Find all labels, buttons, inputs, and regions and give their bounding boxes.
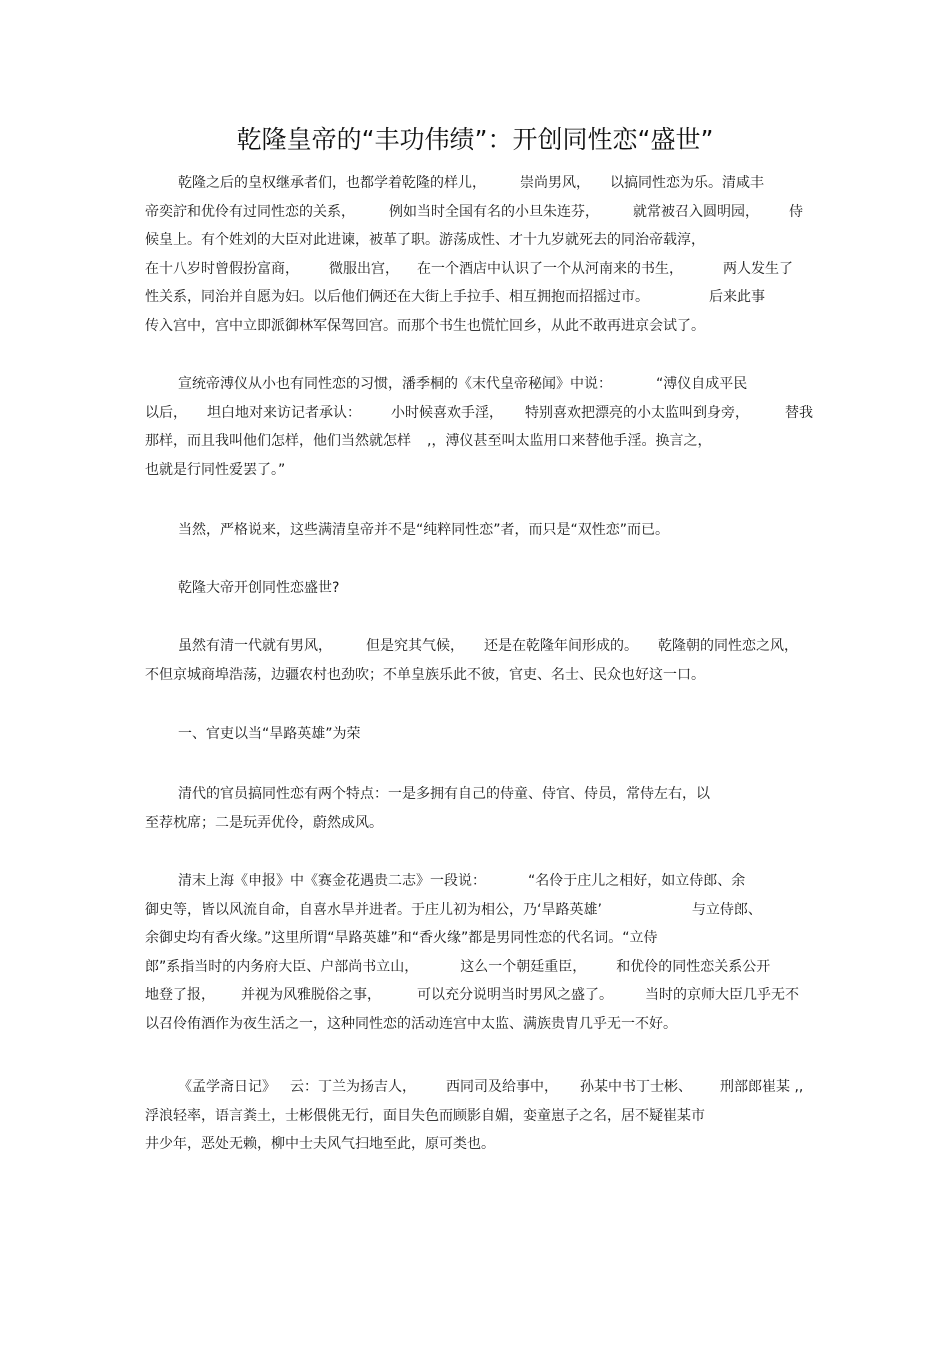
text-segment: 清末上海《申报》中《赛金花遇贵二志》一段说： [178, 873, 486, 889]
paragraph [145, 169, 810, 341]
text-line [145, 632, 810, 661]
text-segment: 一、官吏以当“旱路英雄”为荣 [178, 726, 361, 742]
text-segment: 后来此事 [709, 289, 765, 306]
text-segment: 但是究其气候， [366, 638, 464, 654]
text-segment: 两人发生了 [723, 260, 793, 277]
text-segment: 乾隆之后的皇权继承者们，也都学着乾隆的样儿， [178, 175, 486, 191]
text-segment: 替我 [785, 404, 813, 421]
text-segment: 郎”系指当时的内务府大臣、户部尚书立山， [145, 958, 419, 975]
paragraph [145, 516, 810, 545]
text-segment: 例如当时全国有名的小旦朱连芬， [389, 203, 599, 220]
text-segment: 御史等，皆以风流自命，自喜水旱并进者。于庄儿初为相公，乃‘旱路英雄’ [145, 901, 602, 918]
text-segment: 孙某中书丁士彬、 [580, 1079, 692, 1095]
text-segment: 特别喜欢把漂亮的小太监叫到身旁， [525, 404, 749, 421]
text-segment: 在十八岁时曾假扮富商， [145, 260, 299, 277]
text-line [145, 370, 810, 399]
text-segment: 虽然有清一代就有男风， [178, 638, 332, 654]
page-title: 乾隆皇帝的“丰功伟绩”：开创同性恋“盛世” [236, 125, 714, 154]
text-segment: 帝奕詝和优伶有过同性恋的关系， [145, 203, 355, 220]
text-line [145, 924, 810, 953]
text-line [145, 809, 810, 838]
text-segment: 地登了报， [145, 987, 215, 1004]
text-segment: 在一个酒店中认识了一个从河南来的书生， [417, 260, 683, 277]
paragraph [145, 370, 813, 484]
paragraph [145, 780, 810, 837]
text-line [145, 981, 810, 1010]
text-line [145, 283, 810, 312]
paragraph [145, 1073, 810, 1159]
text-line [145, 456, 810, 485]
text-segment: 井少年，恶处无赖，柳中士夫风气扫地至此，原可类也。 [145, 1136, 495, 1153]
text-segment: 刑部郎崔某 ,, [720, 1079, 804, 1095]
text-segment: 至荐枕席；二是玩弄优伶，蔚然成风。 [145, 814, 383, 831]
text-segment: 宣统帝溥仪从小也有同性恋的习惯，潘季桐的《末代皇帝秘闻》中说： [178, 376, 612, 392]
text-segment: 当时的京师大臣几乎无不 [645, 987, 799, 1004]
text-line [145, 169, 810, 198]
text-segment: 乾隆朝的同性恋之风， [658, 638, 798, 654]
text-line [145, 1073, 810, 1102]
text-segment: 乾隆大帝开创同性恋盛世? [178, 580, 340, 596]
text-line [145, 1010, 810, 1039]
paragraph [145, 574, 810, 603]
text-line [145, 226, 810, 255]
text-segment: 崇尚男风， [520, 175, 590, 191]
text-segment: 那样，而且我叫他们怎样，他们当然就怎样 [145, 433, 411, 450]
text-segment: 侍 [789, 203, 803, 220]
text-line [145, 1130, 810, 1159]
text-line [145, 867, 810, 896]
paragraph [145, 867, 810, 1039]
text-line [145, 312, 810, 341]
text-segment: “溥仪自成平民 [656, 376, 748, 392]
text-segment: 西同司及给事中， [446, 1079, 558, 1095]
text-line [145, 720, 810, 749]
text-segment: 可以充分说明当时男风之盛了。 [417, 987, 613, 1004]
text-segment: 这么一个朝廷重臣， [460, 958, 587, 975]
paragraph [145, 720, 810, 749]
text-segment: 小时候喜欢手淫， [391, 404, 503, 421]
text-line [145, 399, 813, 428]
text-line [145, 780, 810, 809]
text-line [145, 953, 810, 982]
text-line [145, 661, 810, 690]
text-segment: 以搞同性恋为乐。清咸丰 [610, 175, 764, 191]
text-segment: 余御史均有香火缘。”这里所谓“旱路英雄”和“香火缘”都是男同性恋的代名词。“立侍 [145, 930, 658, 947]
text-segment: 以后， [145, 404, 187, 421]
text-line [145, 198, 810, 227]
text-segment: 坦白地对来访记者承认： [207, 404, 361, 421]
text-segment: 就常被召入圆明园， [633, 203, 759, 220]
text-segment: 还是在乾隆年间形成的。 [484, 638, 638, 654]
text-line [145, 896, 810, 925]
text-segment: 也就是行同性爱罢了。” [145, 461, 286, 478]
text-segment: “名伶于庄儿之相好，如立侍郎、余 [528, 873, 746, 889]
text-segment: 微服出宫， [329, 260, 399, 277]
text-segment: 浮浪轻率，语言粪土，士彬偎佻无行，面目失色而顾影自媚，娈童崽子之名，居不疑崔某市 [145, 1107, 705, 1124]
text-segment: 《孟学斋日记》 [178, 1079, 276, 1095]
paragraph [145, 632, 810, 689]
text-line [145, 255, 810, 284]
text-segment: 云：丁兰为扬吉人， [290, 1079, 416, 1095]
text-segment: 性关系，同治并自愿为妇。以后他们俩还在大街上手拉手、相互拥抱而招摇过市。 [145, 289, 649, 306]
text-segment: 当然，严格说来，这些满清皇帝并不是“纯粹同性恋”者，而只是“双性恋”而已。 [178, 522, 670, 538]
text-segment: 并视为风雅脱俗之事， [241, 987, 381, 1004]
text-segment: 清代的官员搞同性恋有两个特点：一是多拥有自己的侍童、侍官、侍员，常侍左右，以 [178, 786, 710, 802]
text-segment: ,，溥仪甚至叫太监用口来替他手淫。换言之， [427, 433, 712, 450]
text-line [145, 574, 810, 603]
text-segment: 候皇上。有个姓刘的大臣对此进谏，被革了职。游荡成性、才十九岁就死去的同治帝载淳， [145, 232, 705, 249]
text-segment: 传入宫中，宫中立即派御林军保驾回宫。而那个书生也慌忙回乡，从此不敢再进京会试了。 [145, 317, 705, 334]
text-line [145, 1102, 810, 1131]
text-segment: 和优伶的同性恋关系公开 [616, 958, 771, 975]
text-segment: 不但京城商埠浩荡，边疆农村也劲吹；不单皇族乐此不彼，官吏、名士、民众也好这一口。 [145, 666, 705, 683]
text-line [145, 516, 810, 545]
text-segment: 与立侍郎、 [691, 901, 762, 918]
text-line [145, 427, 810, 456]
text-segment: 以召伶侑酒作为夜生活之一，这种同性恋的活动连宫中太监、满族贵胄几乎无一不好。 [145, 1015, 677, 1032]
